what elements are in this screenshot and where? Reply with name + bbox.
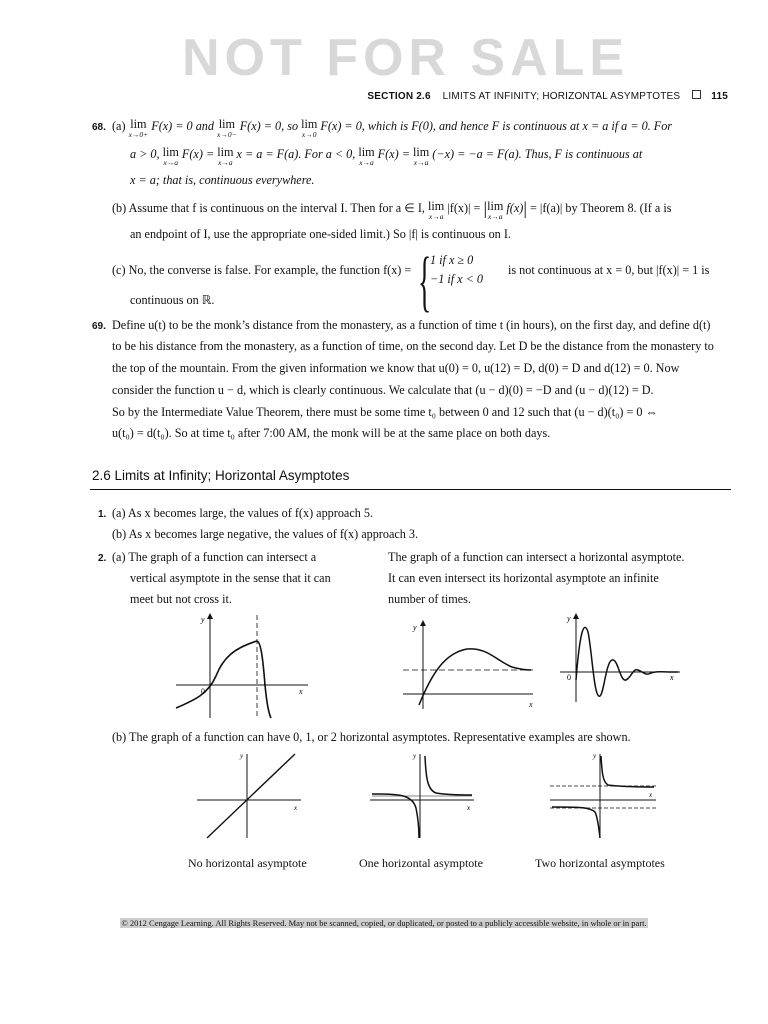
p68-line-2 (130, 146, 642, 167)
p69-line: Define u(t) to be the monk’s distance from the monastery, as a function of time t (in hours), on the first day, and define d(t) (112, 318, 711, 332)
exercise-2b: (b) The graph of a function can have 0, 1, or 2 horizontal asymptotes. Representative examples are shown. (112, 730, 631, 744)
p69-line: the top of the mountain. From the given information we know that u(0) = 0, u(12) = D, d(0) = D and d(12) = 0. Now (112, 361, 680, 375)
running-head-title: LIMITS AT INFINITY; HORIZONTAL ASYMPTOTES (442, 91, 681, 102)
p68-c-line-1-end: is not continuous at x = 0, but |f(x)| = 1 is (508, 263, 710, 277)
p68-a-label: (a) (112, 119, 126, 133)
limit-expression: lim x→0+ (128, 117, 149, 139)
p68-text: F(x) = 0, so (239, 119, 299, 133)
curve-right-branch (601, 756, 654, 787)
curve-right-branch (257, 641, 271, 718)
graph-one-horizontal-asymptote (368, 750, 478, 840)
curve (419, 649, 531, 705)
limit-expression: lim x→a (487, 199, 504, 221)
p68-c-line-2: continuous on ℝ. (130, 293, 215, 307)
y-axis-label: y (413, 752, 417, 760)
graph-damped-oscillation (556, 610, 686, 705)
p69-line: consider the function u − d, which is clearly continuous. We calculate that (u − d)(0) = −D and (u − d)(12) = D. (112, 383, 654, 397)
p68-text: |f(x)| = (447, 201, 481, 215)
limit-expression: lim x→a (162, 145, 179, 167)
square-icon (692, 90, 701, 99)
p68-text: F(x) = 0, which is F(0), and hence F is continuous at x = a if a = 0. For (320, 119, 673, 133)
p68-b-line-2: an endpoint of I, use the appropriate one-sided limit.) So |f| is continuous on I. (130, 227, 511, 241)
x-axis-label: x (294, 804, 298, 812)
section-rule (90, 489, 731, 490)
y-axis-label: y (567, 614, 571, 623)
curve (576, 627, 678, 696)
p68-text: (b) Assume that f is continuous on the interval I. Then for a ∈ I, (112, 201, 425, 215)
copyright-text: © 2012 Cengage Learning. All Rights Reserved. May not be scanned, copied, or duplicated, or posted to a publicly accessible website, in whole or in part. (121, 918, 647, 928)
limit-expression: lim x→a (412, 145, 430, 167)
page-number: 115 (711, 91, 728, 102)
limit-expression: lim x→a (428, 199, 445, 221)
limit-expression: lim x→0 (301, 117, 318, 139)
x-axis-label: x (529, 700, 533, 709)
brace: { (418, 242, 432, 319)
y-axis-label: y (240, 752, 244, 760)
p68-text: F(x) = (377, 147, 410, 161)
copyright-footer (0, 918, 768, 928)
curve-left-branch (176, 641, 257, 708)
limit-expression: lim x→a (358, 145, 375, 167)
p68-case-2: −1 if x < 0 (430, 272, 484, 286)
p69-line: u(t₀) = d(t₀). So at time t₀ after 7:00 AM, the monk will be at the same place on both days. (112, 426, 551, 440)
graph-horizontal-asymptote-cross (397, 615, 537, 710)
problem-number-69: 69. (92, 321, 106, 332)
exercise-2a-left: (a) The graph of a function can intersect a (112, 550, 317, 564)
exercise-number-2: 2. (98, 553, 107, 564)
running-head-section: SECTION 2.6 (367, 91, 431, 102)
y-axis-label: y (201, 615, 205, 624)
limit-expression: lim x→a (217, 145, 234, 167)
curve-left-branch (372, 794, 419, 838)
x-axis-label: x (670, 673, 674, 682)
x-axis-label: x (299, 687, 303, 696)
exercise-2a-left: vertical asymptote in the sense that it can (130, 571, 331, 585)
p69-line: to be his distance from the monastery, as a function of time, on the second day. Let D be the distance from the monastery to (112, 339, 714, 353)
graph-no-horizontal-asymptote (195, 750, 305, 840)
line-graph (207, 754, 295, 838)
caption-two-asymptotes: Two horizontal asymptotes (535, 856, 665, 870)
p69-line: So by the Intermediate Value Theorem, there must be some time t₀ between 0 and 12 such that (u − d)(t₀) = 0 ⇔ (112, 405, 658, 419)
graph-vertical-asymptote (170, 610, 315, 722)
exercise-2a-right: It can even intersect its horizontal asymptote an infinite (388, 571, 659, 585)
exercise-1b: (b) As x becomes large negative, the values of f(x) approach 3. (112, 527, 419, 541)
limit-expression: lim x→0− (217, 117, 237, 139)
section-title: 2.6 Limits at Infinity; Horizontal Asymptotes (92, 468, 350, 483)
curve-left-branch (552, 807, 600, 838)
origin-label: 0 (201, 687, 205, 696)
p68-text: a > 0, (130, 147, 160, 161)
running-head (367, 90, 728, 102)
problem-number-68: 68. (92, 122, 106, 133)
curve-right-branch (425, 756, 472, 795)
y-axis-label: y (413, 623, 417, 632)
caption-one-asymptote: One horizontal asymptote (359, 856, 483, 870)
caption-no-asymptote: No horizontal asymptote (188, 856, 307, 870)
p68-b-line-1: (b) Assume that f is continuous on the interval I. Then for a ∈ I, lim x→a |f(x)| = |lim x→a f(x)| = |f(a)| by Theorem 8. (If a is (112, 198, 672, 221)
p68-c-line-1: (c) No, the converse is false. For example, the function f(x) = (112, 263, 412, 277)
watermark: NOT FOR SALE (182, 32, 630, 80)
exercise-2a-right: The graph of a function can intersect a horizontal asymptote. (388, 550, 685, 564)
p68-line-1 (112, 118, 672, 139)
exercise-2a-right: number of times. (388, 592, 471, 606)
x-axis-label: x (467, 804, 471, 812)
graph-two-horizontal-asymptotes (548, 750, 660, 840)
p68-line-3: x = a; that is, continuous everywhere. (130, 173, 315, 187)
x-axis-label: x (649, 791, 653, 799)
p68-text: (−x) = −a = F(a). Thus, F is continuous at (432, 147, 643, 161)
p68-text: F(x) = 0 and (151, 119, 214, 133)
p68-text: x = a = F(a). For a < 0, (236, 147, 356, 161)
y-axis-label: y (593, 752, 597, 760)
p68-text: F(x) = (181, 147, 215, 161)
p68-text: = |f(a)| by Theorem 8. (If a is (529, 201, 672, 215)
exercise-number-1: 1. (98, 509, 107, 520)
p68-case-1: 1 if x ≥ 0 (430, 253, 474, 267)
exercise-2a-left: meet but not cross it. (130, 592, 232, 606)
exercise-1a: (a) As x becomes large, the values of f(x) approach 5. (112, 506, 374, 520)
origin-label: 0 (567, 673, 571, 682)
p68-text: f(x) (506, 201, 524, 215)
